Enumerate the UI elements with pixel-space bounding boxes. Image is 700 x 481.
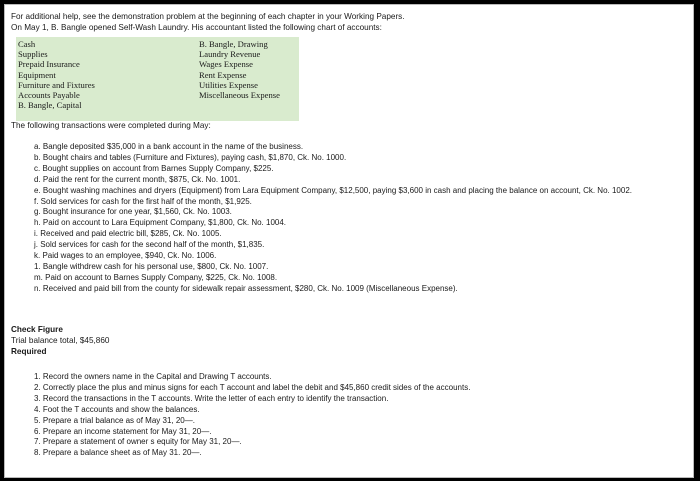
account-name: Furniture and Fixtures: [18, 79, 95, 90]
account-name: B. Bangle, Drawing: [199, 39, 268, 49]
required-list: [34, 372, 674, 459]
transaction-item: h. Paid on account to Lara Equipment Company, $1,800, Ck. No. 1004.: [34, 218, 287, 228]
transaction-item: e. Bought washing machines and dryers (Equipment) from Lara Equipment Company, $12,500, paying $3,600 in cash and placing the balance on account, Ck. No. 1002.: [34, 185, 632, 195]
transaction-item: 1. Bangle withdrew cash for his personal use, $800, Ck. No. 1007.: [34, 261, 269, 271]
account-name: Equipment: [18, 69, 56, 80]
intro-line-1: For additional help, see the demonstration problem at the beginning of each chapter in your Working Papers.: [11, 12, 405, 21]
transaction-item: m. Paid on account to Barnes Supply Company, $225, Ck. No. 1008.: [34, 272, 278, 282]
transaction-item: a. Bangle deposited $35,000 in a bank account in the name of the business.: [34, 142, 304, 151]
account-name: Miscellaneous Expense: [199, 90, 280, 101]
transactions-heading: The following transactions were completed during May:: [11, 121, 211, 130]
check-figure-text: Trial balance total, $45,860: [11, 336, 110, 345]
account-name: Cash: [18, 39, 36, 49]
required-item: 7. Prepare a statement of owner s equity for May 31, 20—.: [34, 437, 242, 447]
accounts-right-column: [199, 39, 280, 100]
account-name: Prepaid Insurance: [18, 59, 80, 70]
intro-line-2: On May 1, B. Bangle opened Self-Wash Laundry. His accountant listed the following chart of accounts:: [11, 23, 382, 32]
transaction-item: f. Sold services for cash for the first half of the month, $1,925.: [34, 196, 252, 206]
transaction-item: c. Bought supplies on account from Barnes Supply Company, $225.: [34, 163, 274, 173]
account-name: Utilities Expense: [199, 79, 258, 90]
account-name: Rent Expense: [199, 69, 247, 80]
required-heading: Required: [11, 347, 47, 356]
transaction-item: n. Received and paid bill from the county for sidewalk repair assessment, $280, Ck. No. 1009 (Miscellaneous Expense).: [34, 283, 458, 293]
transaction-item: i. Received and paid electric bill, $285, Ck. No. 1005.: [34, 229, 222, 239]
account-name: Laundry Revenue: [199, 49, 261, 60]
transaction-item: j. Sold services for cash for the second half of the month, $1,835.: [34, 240, 265, 250]
required-item: 2. Correctly place the plus and minus signs for each T account and label the debit and $45,860 credit sides of the accounts.: [34, 382, 471, 392]
accounts-left-column: [18, 39, 95, 110]
required-item: 1. Record the owners name in the Capital and Drawing T accounts.: [34, 372, 272, 381]
required-item: 4. Foot the T accounts and show the balances.: [34, 404, 200, 414]
transactions-list: [34, 142, 684, 295]
account-name: Wages Expense: [199, 59, 253, 70]
account-name: Supplies: [18, 49, 48, 60]
transaction-item: k. Paid wages to an employee, $940, Ck. No. 1006.: [34, 251, 217, 261]
required-item: 3. Record the transactions in the T accounts. Write the letter of each entry to identify the transaction.: [34, 393, 389, 403]
account-name: Accounts Payable: [18, 90, 80, 101]
required-item: 8. Prepare a balance sheet as of May 31. 20—.: [34, 448, 202, 458]
document-page: [4, 4, 694, 478]
transaction-item: g. Bought insurance for one year, $1,560, Ck. No. 1003.: [34, 207, 232, 217]
account-name: B. Bangle, Capital: [18, 100, 82, 111]
check-figure-heading: Check Figure: [11, 325, 63, 334]
required-item: 6. Prepare an income statement for May 31, 20—.: [34, 426, 212, 436]
transaction-item: b. Bought chairs and tables (Furniture and Fixtures), paying cash, $1,870, Ck. No. 1000.: [34, 152, 347, 162]
chart-of-accounts: [16, 37, 299, 121]
required-item: 5. Prepare a trial balance as of May 31, 20—.: [34, 415, 195, 425]
transaction-item: d. Paid the rent for the current month, $875, Ck. No. 1001.: [34, 174, 241, 184]
